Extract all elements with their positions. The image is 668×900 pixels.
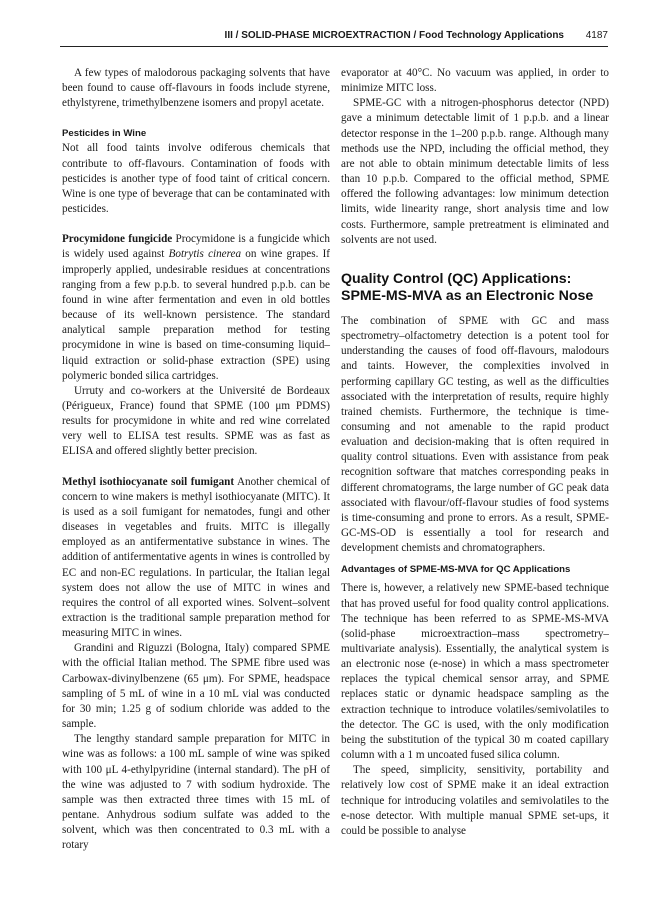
paragraph-pesticides: Not all food taints involve odiferous chemicals that contribute to off-flavours. Contamination of foods with pesticides is another type of food taint of critical concern. Wine is one type of beverage that can be contaminated with pesticides. [62, 142, 330, 216]
paragraph-new-technique: There is, however, a relatively new SPME-based technique that has proved useful for food quality control applications. The technique has been referred to as SPME-MS-MVA (solid-phase microextraction–mass spectrometry–multivariate analysis). Essentially, the analytical system is an electronic nose (e-nose) in which a mass spectrometer replaces the typical chemical sensor array, and SPME replaces static or dynamic headspace sampling as the extraction technique to introduce volatiles/semivolatiles to the detector. The GC is used, with the only modification being the substitution of the typical 30 m coated capillary column with a 1 m uncoated fused silica column. [341, 582, 609, 762]
running-header [60, 30, 608, 47]
page-number: 4187 [585, 30, 608, 41]
term-procymidone: Procymidone fungicide [62, 233, 173, 246]
paragraph-procymidone: Procymidone fungicide Procymidone is a fungicide which is widely used against Botrytis cinerea on wine grapes. If improperly applied, undesirable residues at concentrations ranging from a few p.p.b. to several hundred p.p.b. can be found in wine after fermentation and even in old bottles because of its well-known persistence. The standard analytical sample preparation method for testing procymidone in wine is based on time-consuming liquid–liquid extraction or solid-phase extraction (SPE) using polymeric bonded silica cartridges. [62, 233, 330, 382]
right-column [341, 66, 609, 839]
running-title: III / SOLID-PHASE MICROEXTRACTION / Food Technology Applications [224, 30, 564, 41]
paragraph-evaporator: evaporator at 40°C. No vacuum was applied, in order to minimize MITC loss. [341, 67, 609, 95]
paragraph-standard-prep: The lengthy standard sample preparation for MITC in wine was as follows: a 100 mL sample of wine was spiked with 100 μL 4-ethylpyridine (internal standard). The pH of the wine was adjusted to 7 with sodium hydroxide. The sample was then extracted three times with 15 mL of pentane. Anhydrous sodium sulfate was added to the solvent, which was then concentrated to 0.3 mL with a rotary [62, 733, 330, 852]
paragraph-packaging-solvents: A few types of malodorous packaging solvents that have been found to cause off-flavours in foods include styrene, ethylstyrene, trimethylbenzene isomers and propyl acetate. [62, 67, 330, 110]
section-title: Quality Control (QC) Applications: SPME-MS-MVA as an Electronic Nose [341, 270, 594, 305]
paragraph-spme-gc-npd: SPME-GC with a nitrogen-phosphorus detector (NPD) gave a minimum detectable limit of 1 p.p.b. and a linear detector response in the 1–200 p.p.b. range. Although many methods use the NPD, including the official method, they are not able to obtain minimum detectable limits of less than 10 p.p.b. Compared to the official method, SPME offered the following advantages: low minimum detection limits, wide linearity range, short analysis time and low costs. Furthermore, sample pretreatment is eliminated and solvents are not used. [341, 97, 609, 246]
left-column [62, 66, 330, 854]
paragraph-combination: The combination of SPME with GC and mass spectrometry–olfactometry detection is a potent tool for understanding the causes of food off-flavours, malodours and taints. However, the complexities involved in performing capillary GC testing, as well as the difficulties associated with the interpretation of results, require highly trained chemists. Furthermore, the technique is time-consuming and not amenable to the rapid product evaluation and decision-making that is often required in quality control situations. Even with assistance from peak recognition software that matches corresponding peaks in different chromatograms, the large number of GC peak data associated with flavour/off-flavour studies of food systems is time-consuming and prone to errors. As a result, SPME-GC-MS-OD is essentially a tool for research and development chemists and chromatographers. [341, 314, 609, 555]
paragraph-urruty: Urruty and co-workers at the Université de Bordeaux (Périgueux, France) found that SPME (100 μm PDMS) results for procymidone in white and red wine correlated very well to ELISA test results. SPME was as fast as ELISA and offered slightly better precision. [62, 384, 330, 458]
heading-pesticides-in-wine: Pesticides in Wine [62, 128, 147, 140]
paragraph-speed: The speed, simplicity, sensitivity, portability and relatively low cost of SPME make it an ideal extraction technique for introducing volatiles and semivolatiles to the e-nose detector. With multiple manual SPME set-ups, it could be possible to analyse [341, 764, 609, 837]
paragraph-grandini: Grandini and Riguzzi (Bologna, Italy) compared SPME with the official Italian method. The SPME fibre used was Carbowax-divinylbenzene (65 μm). For SPME, headspace sampling of 5 mL of wine in a 10 mL vial was conducted for 30 min; 1.25 g of sodium chloride was added to the sample. [62, 642, 330, 731]
paragraph-mitc: Methyl isothiocyanate soil fumigant Another chemical of concern to wine makers is methyl isothiocyanate (MITC). It is used as a soil fumigant for nematodes, fungi and other diseases in vegetables and fruits. MITC is illegally employed as an antifermentative substance in wines. The addition of antifermentative agents in wines is controlled by EC and non-EC regulations. In particular, the Italian legal system does not allow the use of MITC in wines and requires the control of all exported wines. Solvent–solvent extraction is the traditional sample preparation method for measuring MITC in wines. [62, 475, 330, 640]
term-mitc: Methyl isothiocyanate soil fumigant [62, 475, 235, 488]
subheading-advantages: Advantages of SPME-MS-MVA for QC Applications [341, 564, 571, 576]
species-name: Botrytis cinerea [168, 248, 242, 261]
